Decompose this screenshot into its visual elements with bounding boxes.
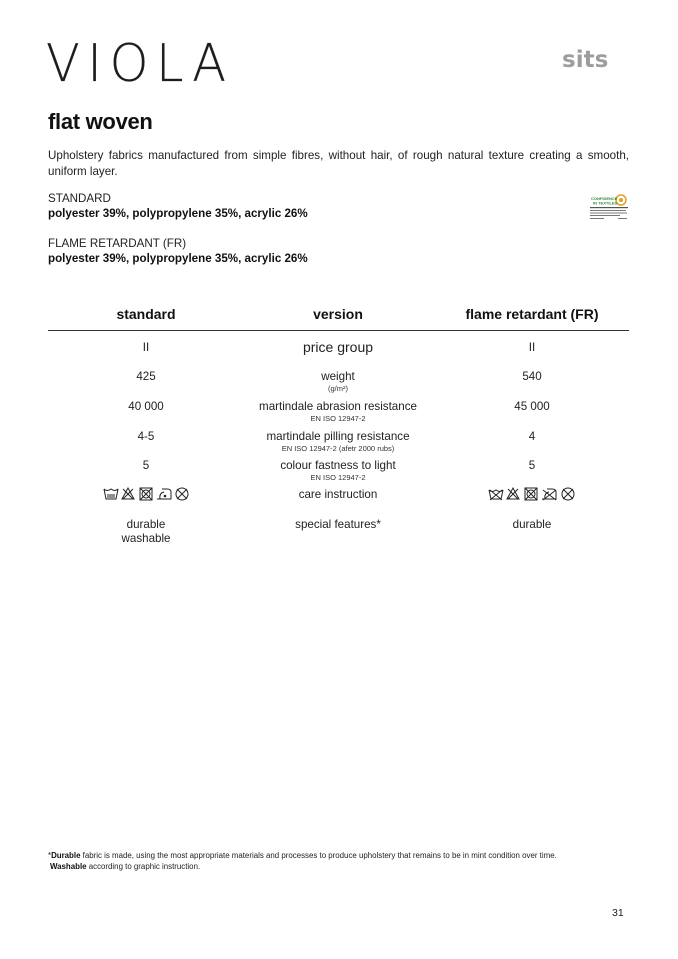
footnote-durable <box>48 850 638 861</box>
fr-value: 4 <box>528 430 536 443</box>
property-label: price group <box>302 339 374 355</box>
standard-composition: polyester 39%, polypropylene 35%, acrylic 26% <box>48 207 308 220</box>
fr-value: 45 000 <box>514 400 550 413</box>
standard-value: durable washable <box>121 518 171 545</box>
footnote-washable-text: according to graphic instruction. <box>86 862 201 871</box>
fr-value: 540 <box>522 370 542 383</box>
property-label <box>228 430 448 454</box>
property-name: martindale pilling resistance <box>266 430 410 443</box>
standard-label: STANDARD <box>48 192 111 205</box>
no-bleach-icon <box>507 488 519 499</box>
footnote-durable-text: fabric is made, using the most appropriate materials and processes to produce upholstery that remains to be in mint condition over time. <box>80 851 557 860</box>
column-header-standard: standard <box>116 306 176 322</box>
care-icons-standard <box>103 486 191 502</box>
property-name: colour fastness to light <box>280 459 396 472</box>
oeko-tex-certificate-icon <box>588 193 630 225</box>
cert-line-2: IN TEXTILES <box>593 200 618 206</box>
sits-logo-icon <box>562 47 632 71</box>
property-label <box>228 370 448 394</box>
no-dry-clean-icon <box>176 488 188 500</box>
footnote-washable-term: Washable <box>50 862 87 871</box>
property-name: weight <box>321 370 355 383</box>
iron-low-icon <box>157 489 171 499</box>
standard-value: 5 <box>142 459 150 472</box>
brand-logo <box>562 47 632 71</box>
cert-line-1: CONFIDENCE <box>591 196 618 201</box>
property-name: martindale abrasion resistance <box>259 400 417 413</box>
property-standard: EN ISO 12947-2 <box>310 414 366 423</box>
column-header-version: version <box>313 306 363 322</box>
fr-composition: polyester 39%, polypropylene 35%, acrylic 26% <box>48 252 308 265</box>
product-description: Upholstery fabrics manufactured from simple fibres, without hair, of rough natural texture creating a smooth, uniform layer. <box>48 149 629 178</box>
fr-value: II <box>528 341 536 354</box>
standard-value: 425 <box>136 370 156 383</box>
care-icons-fr <box>488 486 578 502</box>
footnote-star: * <box>48 851 52 860</box>
no-bleach-icon <box>122 488 134 499</box>
washable-30-icon <box>104 489 118 499</box>
fr-label: FLAME RETARDANT (FR) <box>48 237 187 250</box>
fr-value: durable <box>512 518 552 531</box>
property-standard: EN ISO 12947-2 (afetr 2000 rubs) <box>281 444 395 453</box>
column-header-fr: flame retardant (FR) <box>465 306 599 322</box>
no-dry-clean-icon <box>562 488 574 500</box>
property-standard: EN ISO 12947-2 <box>310 473 366 482</box>
no-wash-icon <box>489 490 503 500</box>
no-tumble-dry-icon <box>525 488 537 500</box>
fr-value: 5 <box>528 459 536 472</box>
brand-text: sits <box>562 47 609 71</box>
footnote-washable <box>48 861 638 872</box>
property-unit: (g/m²) <box>328 384 348 393</box>
page-number: 31 <box>612 907 624 919</box>
footnote <box>48 850 638 872</box>
property-label: care instruction <box>298 488 378 501</box>
standard-value: 4-5 <box>137 430 155 443</box>
property-label: special features* <box>295 518 381 531</box>
no-iron-icon <box>542 489 556 500</box>
no-tumble-dry-icon <box>140 488 152 500</box>
header-divider <box>48 330 629 331</box>
footnote-durable-term: Durable <box>51 851 81 860</box>
page-title: VIOLA <box>46 34 234 94</box>
property-label <box>228 459 448 483</box>
product-type-heading: flat woven <box>48 109 153 134</box>
standard-value: 40 000 <box>128 400 164 413</box>
property-label <box>228 400 448 424</box>
standard-value: II <box>142 341 150 354</box>
